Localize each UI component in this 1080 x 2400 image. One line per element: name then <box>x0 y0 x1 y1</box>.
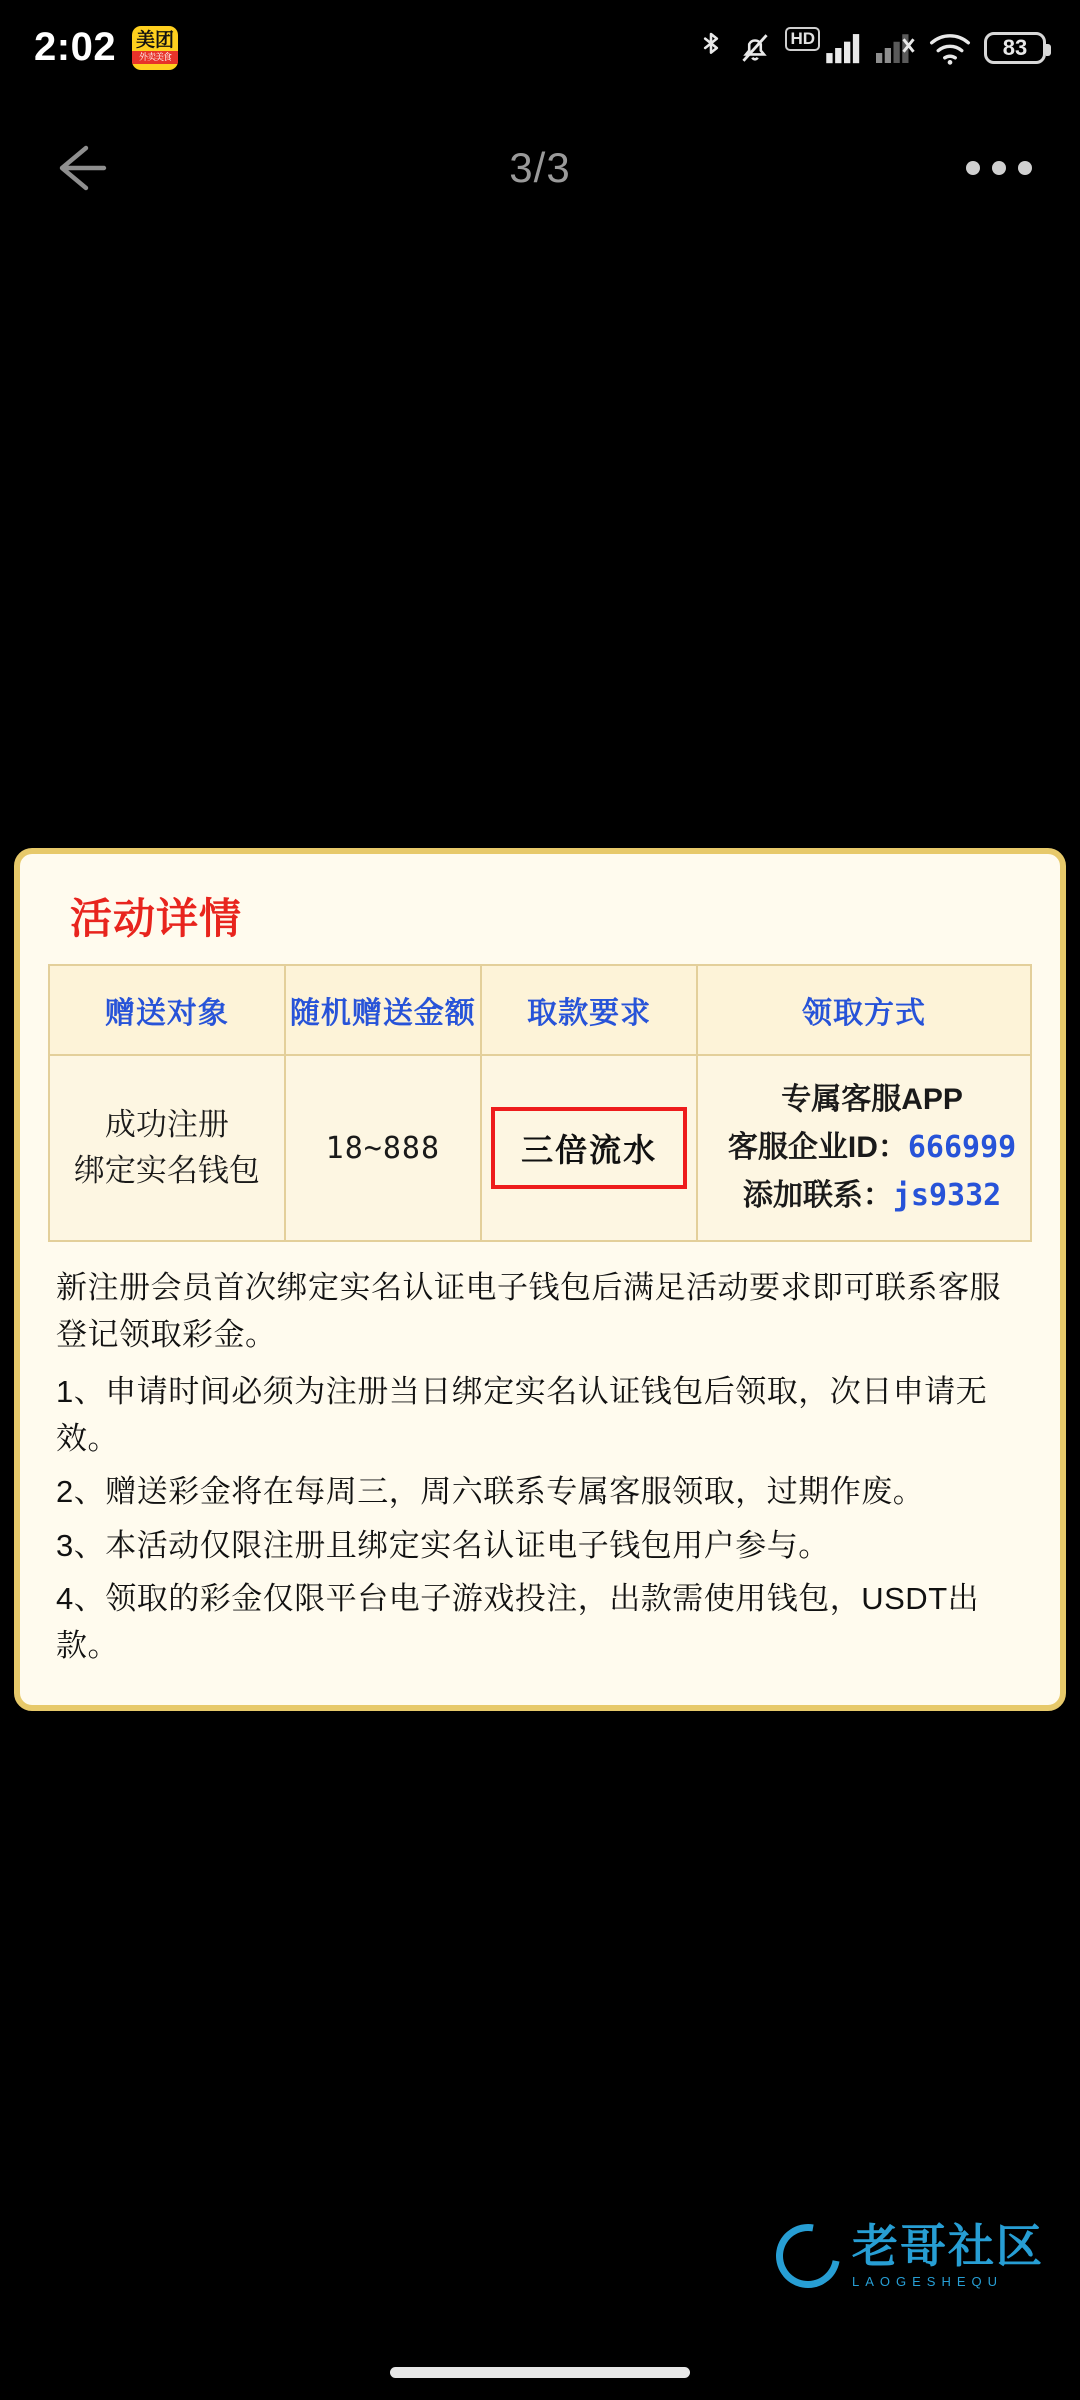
bluetooth-icon <box>697 29 725 67</box>
cell-amount: 18~888 <box>285 1055 481 1241</box>
note-item: 1、申请时间必须为注册当日绑定实名认证钱包后领取，次日申请无效。 <box>56 1374 988 1457</box>
watermark <box>776 2220 1044 2289</box>
cell-withdraw <box>481 1055 697 1241</box>
status-clock: 2:02 <box>34 25 117 69</box>
watermark-text <box>852 2220 1044 2289</box>
table-row <box>49 1055 1031 1241</box>
claim-line-3 <box>720 1172 1024 1220</box>
status-bar-left <box>34 25 178 70</box>
cell-target <box>49 1055 285 1241</box>
wifi-icon <box>929 31 971 65</box>
table-header-withdraw: 取款要求 <box>481 965 697 1055</box>
logo-ring-icon <box>763 2211 852 2300</box>
battery-icon <box>984 32 1046 64</box>
activity-detail-table <box>48 964 1032 1242</box>
status-bar-right <box>697 29 1046 67</box>
claim-line-1: 专属客服APP <box>781 1083 963 1116</box>
withdraw-requirement-highlight: 三倍流水 <box>491 1107 687 1189</box>
more-dot <box>1018 161 1032 175</box>
note-lead: 新注册会员首次绑定实名认证电子钱包后满足活动要求即可联系客服登记领取彩金。 <box>56 1270 1001 1353</box>
app-badge-top-label: 美团 <box>136 30 175 51</box>
watermark-pinyin: LAOGESHEQU <box>852 2274 1004 2289</box>
table-header-row <box>49 965 1031 1055</box>
note-item: 3、本活动仅限注册且绑定实名认证电子钱包用户参与。 <box>56 1527 830 1563</box>
claim-contact-value: js9332 <box>892 1178 1002 1213</box>
claim-contact-label: 添加联系： <box>742 1179 893 1212</box>
table-header-target: 赠送对象 <box>49 965 285 1055</box>
signal-secondary-icon <box>876 31 916 65</box>
activity-notes <box>48 1264 1032 1669</box>
target-line-1: 成功注册 <box>104 1106 229 1142</box>
app-badge-bottom-label: 外卖美食 <box>132 51 178 64</box>
back-arrow-icon[interactable] <box>48 136 112 200</box>
mute-icon <box>738 30 772 66</box>
home-indicator[interactable] <box>390 2367 690 2378</box>
more-options-button[interactable] <box>966 161 1032 175</box>
watermark-name: 老哥社区 <box>852 2220 1044 2272</box>
cell-claim <box>697 1055 1031 1241</box>
card-title: 活动详情 <box>70 895 243 942</box>
nav-bar <box>0 120 1080 215</box>
status-bar <box>0 0 1080 95</box>
table-header-amount: 随机赠送金额 <box>285 965 481 1055</box>
claim-id-value: 666999 <box>907 1130 1017 1165</box>
battery-level: 83 <box>1002 34 1028 60</box>
activity-detail-card <box>14 848 1066 1711</box>
note-item: 4、领取的彩金仅限平台电子游戏投注，出款需使用钱包，USDT出款。 <box>56 1580 980 1663</box>
more-dot <box>992 161 1006 175</box>
page-indicator: 3/3 <box>509 143 571 191</box>
target-line-2: 绑定实名钱包 <box>73 1153 260 1188</box>
signal-icon <box>825 31 863 65</box>
note-item: 2、赠送彩金将在每周三，周六联系专属客服领取，过期作废。 <box>56 1474 925 1510</box>
claim-line-2 <box>720 1124 1024 1172</box>
hd-icon: HD <box>785 27 820 51</box>
table-header-claim: 领取方式 <box>697 965 1031 1055</box>
claim-id-label: 客服企业ID： <box>727 1131 908 1164</box>
more-dot <box>966 161 980 175</box>
meituan-app-icon <box>132 26 178 70</box>
